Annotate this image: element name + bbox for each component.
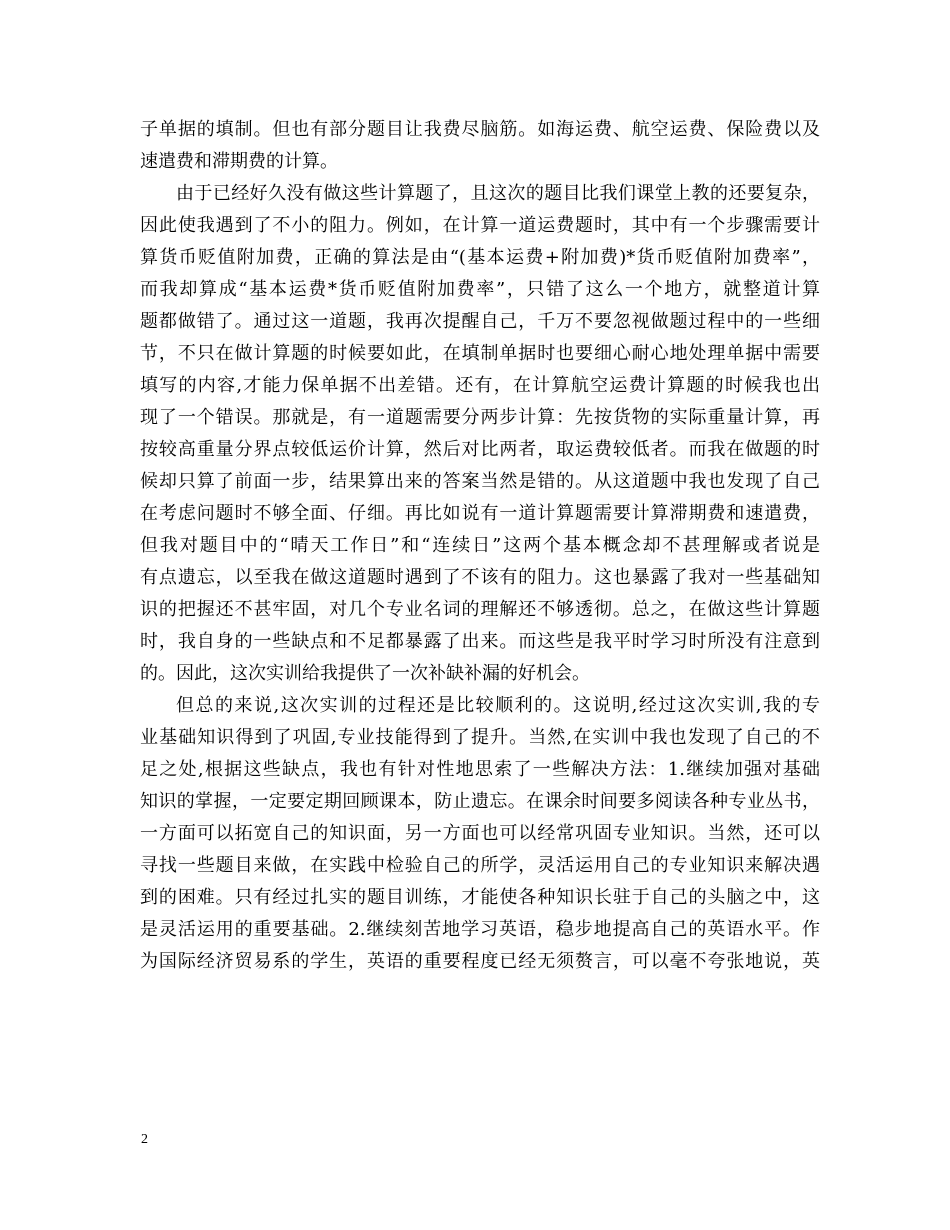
text-line: 为国际经济贸易系的学生，英语的重要程度已经无须赘言，可以毫不夸张地说，英 (140, 951, 820, 972)
text-line: 的。因此，这次实训给我提供了一次补缺补漏的好机会。 (140, 663, 590, 684)
text-line: 时，我自身的一些缺点和不足都暴露了出来。而这些是我平时学习时所没有注意到 (140, 631, 820, 652)
text-line: 寻找一些题目来做，在实践中检验自己的所学，灵活运用自己的专业知识来解决遇 (140, 855, 820, 876)
text-line: 算货币贬值附加费，正确的算法是由“(基本运费+附加费)*货币贬值附加费率”， (140, 247, 820, 268)
body-text (140, 114, 820, 978)
text-line: 按较高重量分界点较低运价计算，然后对比两者，取运费较低者。而我在做题的时 (140, 439, 820, 460)
paragraph-first-line: 由于已经好久没有做这些计算题了，且这次的题目比我们课堂上教的还要复杂， (176, 183, 820, 204)
text-line: 但我对题目中的“晴天工作日”和“连续日”这两个基本概念却不甚理解或者说是 (140, 535, 820, 556)
text-line: 节，不只在做计算题的时候要如此，在填制单据时也要细心耐心地处理单据中需要 (140, 343, 820, 364)
text-line: 有点遗忘，以至我在做这道题时遇到了不该有的阻力。这也暴露了我对一些基础知 (140, 567, 820, 588)
text-line: 子单据的填制。但也有部分题目让我费尽脑筋。如海运费、航空运费、保险费以及 (140, 119, 820, 140)
text-line: 到的困难。只有经过扎实的题目训练，才能使各种知识长驻于自己的头脑之中，这 (140, 887, 820, 908)
text-line: 知识的掌握，一定要定期回顾课本，防止遗忘。在课余时间要多阅读各种专业丛书， (140, 791, 820, 812)
text-line: 足之处,根据这些缺点，我也有针对性地思索了一些解决方法：1.继续加强对基础 (140, 759, 820, 780)
text-line: 因此使我遇到了不小的阻力。例如，在计算一道运费题时，其中有一个步骤需要计 (140, 215, 820, 236)
text-line: 题都做错了。通过这一道题，我再次提醒自己，千万不要忽视做题过程中的一些细 (140, 311, 820, 332)
text-line: 候却只算了前面一步，结果算出来的答案当然是错的。从这道题中我也发现了自己 (140, 471, 820, 492)
text-line: 速遣费和滞期费的计算。 (140, 151, 338, 172)
text-line: 填写的内容,才能力保单据不出差错。还有，在计算航空运费计算题的时候我也出 (140, 375, 820, 396)
paragraph-first-line: 但总的来说,这次实训的过程还是比较顺利的。这说明,经过这次实训,我的专 (176, 695, 820, 716)
text-line: 而我却算成“基本运费*货币贬值附加费率”，只错了这么一个地方，就整道计算 (140, 279, 820, 300)
text-line: 在考虑问题时不够全面、仔细。再比如说有一道计算题需要计算滞期费和速遣费， (140, 503, 820, 524)
text-line: 一方面可以拓宽自己的知识面，另一方面也可以经常巩固专业知识。当然，还可以 (140, 823, 820, 844)
text-line: 是灵活运用的重要基础。2.继续刻苦地学习英语，稳步地提高自己的英语水平。作 (140, 919, 820, 940)
page-number: 2 (141, 1132, 148, 1147)
text-line: 识的把握还不甚牢固，对几个专业名词的理解还不够透彻。总之，在做这些计算题 (140, 599, 820, 620)
text-line: 现了一个错误。那就是，有一道题需要分两步计算：先按货物的实际重量计算，再 (140, 407, 820, 428)
text-line: 业基础知识得到了巩固,专业技能得到了提升。当然,在实训中我也发现了自己的不 (140, 727, 820, 748)
